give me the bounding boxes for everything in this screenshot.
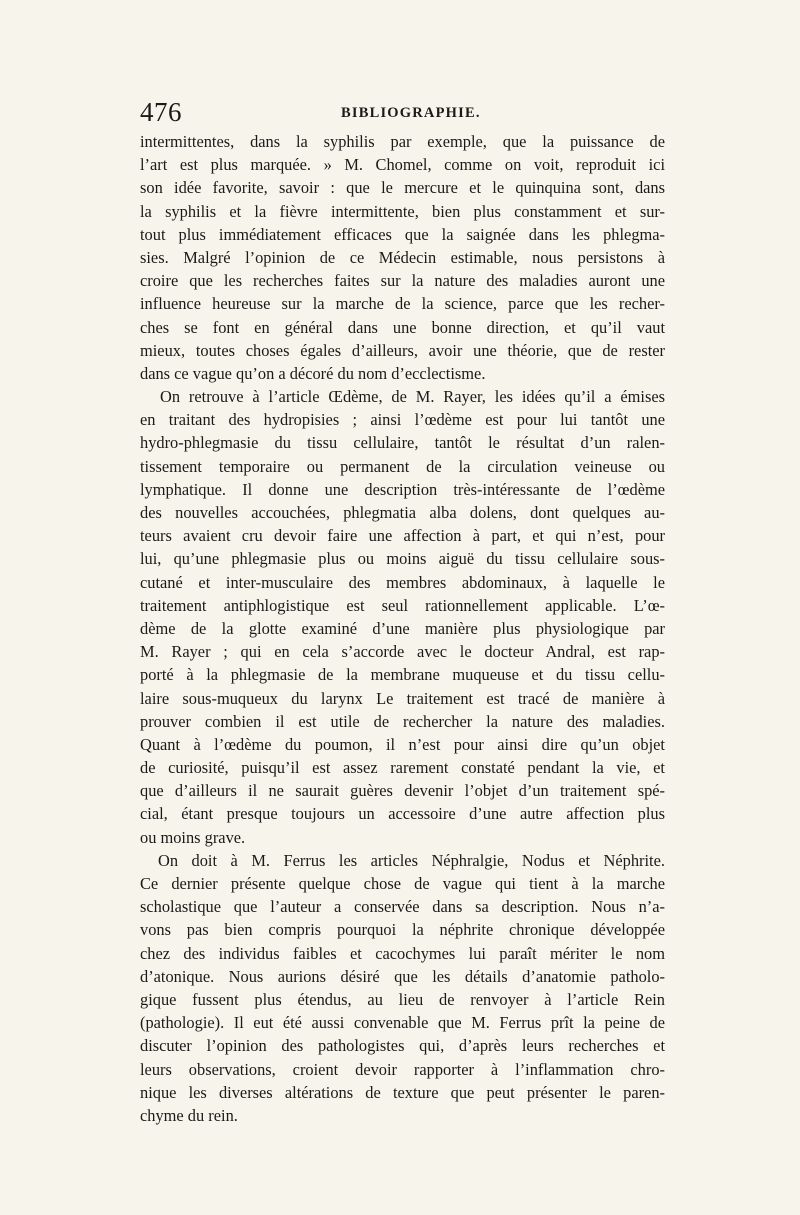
text-line: sies. Malgré l’opinion de ce Médecin estimable, nous persistons à — [140, 247, 665, 267]
text-line: cutané et inter-musculaire des membres abdominaux, à laquelle le — [140, 572, 665, 592]
text-line: M. Rayer ; qui en cela s’accorde avec le docteur Andral, est rap- — [140, 642, 665, 662]
page-header — [140, 97, 665, 133]
paragraph-end-line: chyme du rein. — [140, 1105, 238, 1125]
text-line: (pathologie). Il eut été aussi convenable que M. Ferrus prît la peine de — [140, 1013, 665, 1033]
page-number: 476 — [140, 97, 182, 127]
paragraph-end-line: dans ce vague qu’on a décoré du nom d’ecclectisme. — [140, 363, 486, 383]
text-line: intermittentes, dans la syphilis par exemple, que la puissance de — [140, 132, 665, 151]
text-line: lui, qu’une phlegmasie plus ou moins aiguë du tissu cellulaire sous- — [140, 549, 665, 569]
text-line: lymphatique. Il donne une description très-intéressante de l’œdème — [140, 479, 665, 499]
text-line: la syphilis et la fièvre intermittente, bien plus constamment et sur- — [140, 201, 665, 221]
text-line: influence heureuse sur la marche de la science, parce que les recher- — [140, 294, 665, 314]
body-text — [140, 130, 665, 1127]
text-line: l’art est plus marquée. » M. Chomel, comme on voit, reproduit ici — [140, 155, 665, 175]
text-line: mieux, toutes choses égales d’ailleurs, avoir une théorie, que de rester — [140, 340, 665, 360]
text-line: vons pas bien compris pourquoi la néphrite chronique développée — [140, 920, 665, 940]
text-line: dème de la glotte examiné d’une manière plus physiologique par — [140, 618, 665, 638]
text-line: discuter l’opinion des pathologistes qui, d’après leurs recherches et — [140, 1036, 665, 1056]
text-line: Quant à l’œdème du poumon, il n’est pour ainsi dire qu’un objet — [140, 734, 665, 754]
paragraph-start-line: On doit à M. Ferrus les articles Néphralgie, Nodus et Néphrite. — [158, 850, 665, 870]
text-line: prouver combien il est utile de rechercher la nature des maladies. — [140, 711, 665, 731]
text-line: scholastique que l’auteur a conservée dans sa description. Nous n’a- — [140, 897, 665, 917]
text-line: croire que les recherches faites sur la nature des maladies auront une — [140, 271, 665, 291]
text-line: tissement temporaire ou permanent de la circulation veineuse ou — [140, 456, 665, 476]
text-line: nique les diverses altérations de texture que peut présenter le paren- — [140, 1082, 665, 1102]
text-line: cial, étant presque toujours un accessoire d’une autre affection plus — [140, 804, 665, 824]
text-line: que d’ailleurs il ne saurait guères devenir l’objet d’un traitement spé- — [140, 781, 665, 801]
text-line: son idée favorite, savoir : que le mercure et le quinquina sont, dans — [140, 178, 665, 198]
text-line: d’atonique. Nous aurions désiré que les détails d’anatomie patholo- — [140, 966, 665, 986]
text-line: teurs avaient cru devoir faire une affection à part, et qui n’est, pour — [140, 526, 665, 546]
text-line: porté à la phlegmasie de la membrane muqueuse et du tissu cellu- — [140, 665, 665, 685]
text-line: leurs observations, croient devoir rapporter à l’inflammation chro- — [140, 1059, 665, 1079]
text-line: laire sous-muqueux du larynx Le traitement est tracé de manière à — [140, 688, 665, 708]
text-line: des nouvelles accouchées, phlegmatia alba dolens, dont quelques au- — [140, 503, 665, 522]
paragraph-end-line: ou moins grave. — [140, 827, 246, 847]
text-line: hydro-phlegmasie du tissu cellulaire, tantôt le résultat d’un ralen- — [140, 433, 665, 453]
text-line: chez des individus faibles et cacochymes lui paraît mériter le nom — [140, 943, 665, 963]
paragraph-start-line: On retrouve à l’article Œdème, de M. Rayer, les idées qu’il a émises — [160, 387, 665, 407]
text-line: gique fussent plus étendus, au lieu de renvoyer à l’article Rein — [140, 989, 665, 1009]
text-line: tout plus immédiatement efficaces que la saignée dans les phlegma- — [140, 224, 665, 244]
text-line: Ce dernier présente quelque chose de vague qui tient à la marche — [140, 874, 665, 893]
text-line: traitement antiphlogistique est seul rationnellement applicable. L’œ- — [140, 595, 665, 615]
text-line: de curiosité, puisqu’il est assez rarement constaté pendant la vie, et — [140, 758, 665, 778]
text-line: ches se font en général dans une bonne direction, et qu’il vaut — [140, 317, 665, 337]
running-head: BIBLIOGRAPHIE. — [341, 105, 481, 121]
text-line: en traitant des hydropisies ; ainsi l’œdème est pour lui tantôt une — [140, 410, 665, 430]
